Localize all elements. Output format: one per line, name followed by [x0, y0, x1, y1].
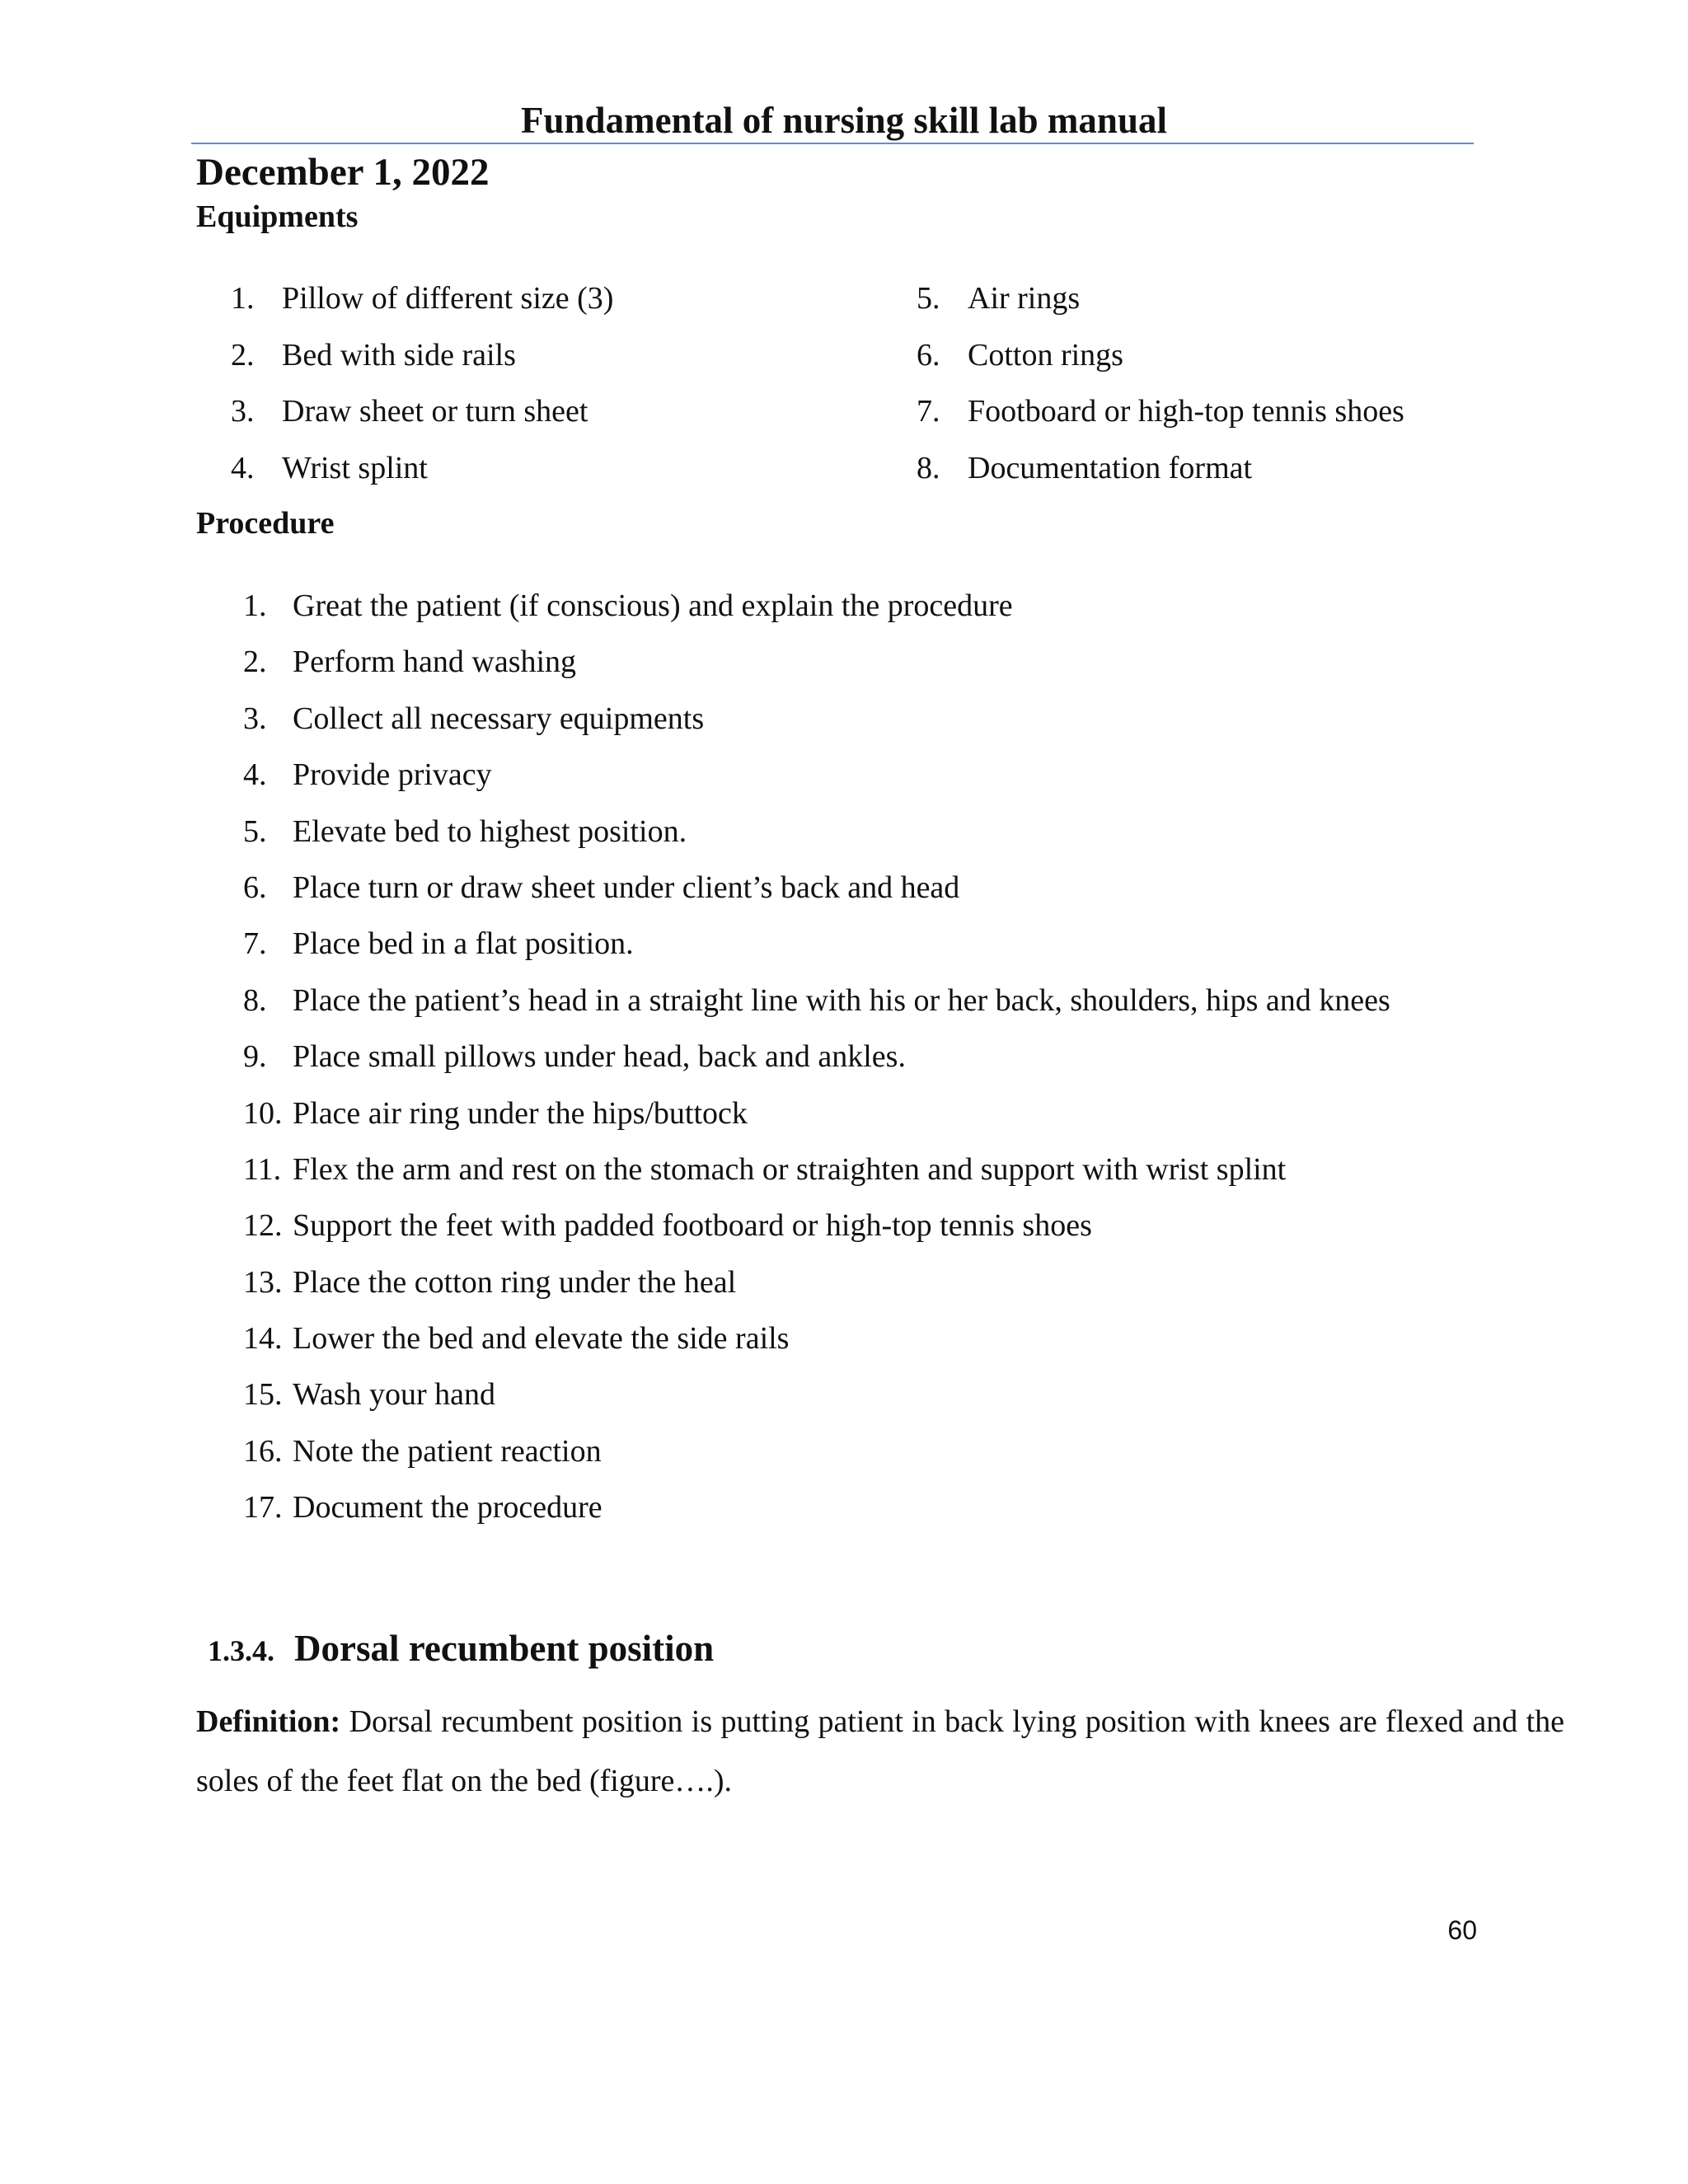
procedure-step	[243, 972, 1390, 1029]
equipment-item	[917, 270, 1404, 327]
definition-text: Dorsal recumbent position is putting patient in back lying position with knees are flexed and the soles of the feet flat on the bed (figure….).	[196, 1704, 1564, 1798]
equipment-text: Documentation format	[968, 450, 1253, 485]
list-number: 1.	[231, 281, 255, 316]
step-number: 2.	[243, 644, 267, 680]
step-text: Great the patient (if conscious) and explain the procedure	[293, 588, 1013, 623]
step-number: 11.	[243, 1151, 282, 1187]
step-number: 10.	[243, 1095, 283, 1131]
equipment-text: Cotton rings	[968, 337, 1123, 373]
equipment-text: Footboard or high-top tennis shoes	[968, 394, 1404, 429]
equipment-text: Wrist splint	[282, 450, 428, 485]
equipment-item	[231, 440, 613, 497]
procedure-step	[243, 916, 1390, 972]
procedure-step	[243, 1366, 1390, 1422]
document-header-title: Fundamental of nursing skill lab manual	[521, 100, 1167, 141]
step-text: Place the patient’s head in a straight line with his or her back, shoulders, hips and knees	[293, 982, 1390, 1018]
procedure-step	[243, 1254, 1390, 1310]
equipment-list-left	[231, 270, 613, 496]
equipment-item	[917, 327, 1404, 384]
section-heading	[208, 1622, 714, 1684]
list-number: 8.	[917, 450, 940, 485]
step-number: 4.	[243, 757, 267, 793]
step-number: 15.	[243, 1377, 283, 1413]
procedure-step	[243, 1029, 1390, 1085]
step-text: Perform hand washing	[293, 644, 577, 680]
equipment-text: Draw sheet or turn sheet	[282, 394, 588, 429]
procedure-step	[243, 634, 1390, 690]
procedure-step	[243, 578, 1390, 634]
step-text: Lower the bed and elevate the side rails	[293, 1321, 790, 1357]
definition-paragraph	[196, 1692, 1564, 1811]
equipment-item	[231, 270, 613, 327]
step-text: Place small pillows under head, back and ankles.	[293, 1039, 906, 1075]
step-text: Collect all necessary equipments	[293, 701, 705, 736]
list-number: 3.	[231, 394, 255, 429]
procedure-step	[243, 860, 1390, 916]
step-number: 5.	[243, 813, 267, 849]
step-text: Place air ring under the hips/buttock	[293, 1095, 748, 1131]
date-heading: December 1, 2022	[196, 151, 490, 194]
header-divider	[191, 143, 1474, 144]
section-number: 1.3.4.	[208, 1634, 274, 1667]
equipment-text: Bed with side rails	[282, 337, 516, 373]
step-number: 16.	[243, 1433, 283, 1469]
equipments-label: Equipments	[196, 199, 359, 234]
equipment-item	[917, 383, 1404, 440]
step-text: Place the cotton ring under the heal	[293, 1264, 737, 1300]
page-number: 60	[1447, 1915, 1477, 1945]
equipment-text: Pillow of different size (3)	[282, 281, 614, 316]
step-number: 9.	[243, 1039, 267, 1075]
step-number: 1.	[243, 588, 267, 623]
procedure-step	[243, 1085, 1390, 1141]
step-number: 8.	[243, 982, 267, 1018]
equipment-text: Air rings	[968, 281, 1081, 316]
step-number: 3.	[243, 701, 267, 736]
equipment-item	[231, 327, 613, 384]
step-text: Support the feet with padded footboard or high-top tennis shoes	[293, 1208, 1092, 1244]
list-number: 7.	[917, 394, 940, 429]
procedure-step	[243, 804, 1390, 860]
procedure-label: Procedure	[196, 506, 335, 541]
step-number: 6.	[243, 869, 267, 905]
step-text: Note the patient reaction	[293, 1433, 602, 1469]
list-number: 2.	[231, 337, 255, 373]
section-title: Dorsal recumbent position	[294, 1628, 715, 1669]
definition-term: Definition:	[196, 1704, 341, 1739]
list-number: 4.	[231, 450, 255, 485]
procedure-step	[243, 1197, 1390, 1254]
procedure-step	[243, 691, 1390, 747]
procedure-step	[243, 1423, 1390, 1479]
step-number: 12.	[243, 1208, 283, 1244]
list-number: 6.	[917, 337, 940, 373]
step-text: Flex the arm and rest on the stomach or straighten and support with wrist splint	[293, 1151, 1287, 1187]
procedure-step	[243, 1310, 1390, 1366]
equipment-item	[231, 383, 613, 440]
step-number: 14.	[243, 1321, 283, 1357]
step-text: Provide privacy	[293, 757, 492, 793]
procedure-step	[243, 1479, 1390, 1535]
step-text: Elevate bed to highest position.	[293, 813, 687, 849]
step-text: Place turn or draw sheet under client’s back and head	[293, 869, 960, 905]
step-number: 17.	[243, 1490, 283, 1526]
equipment-list-right	[917, 270, 1404, 496]
procedure-step	[243, 1141, 1390, 1197]
step-text: Place bed in a flat position.	[293, 926, 634, 962]
equipment-item	[917, 440, 1404, 497]
step-text: Document the procedure	[293, 1490, 603, 1526]
step-number: 13.	[243, 1264, 283, 1300]
step-text: Wash your hand	[293, 1377, 495, 1413]
list-number: 5.	[917, 281, 940, 316]
step-number: 7.	[243, 926, 267, 962]
procedure-step	[243, 747, 1390, 803]
procedure-steps-list	[243, 578, 1390, 1536]
